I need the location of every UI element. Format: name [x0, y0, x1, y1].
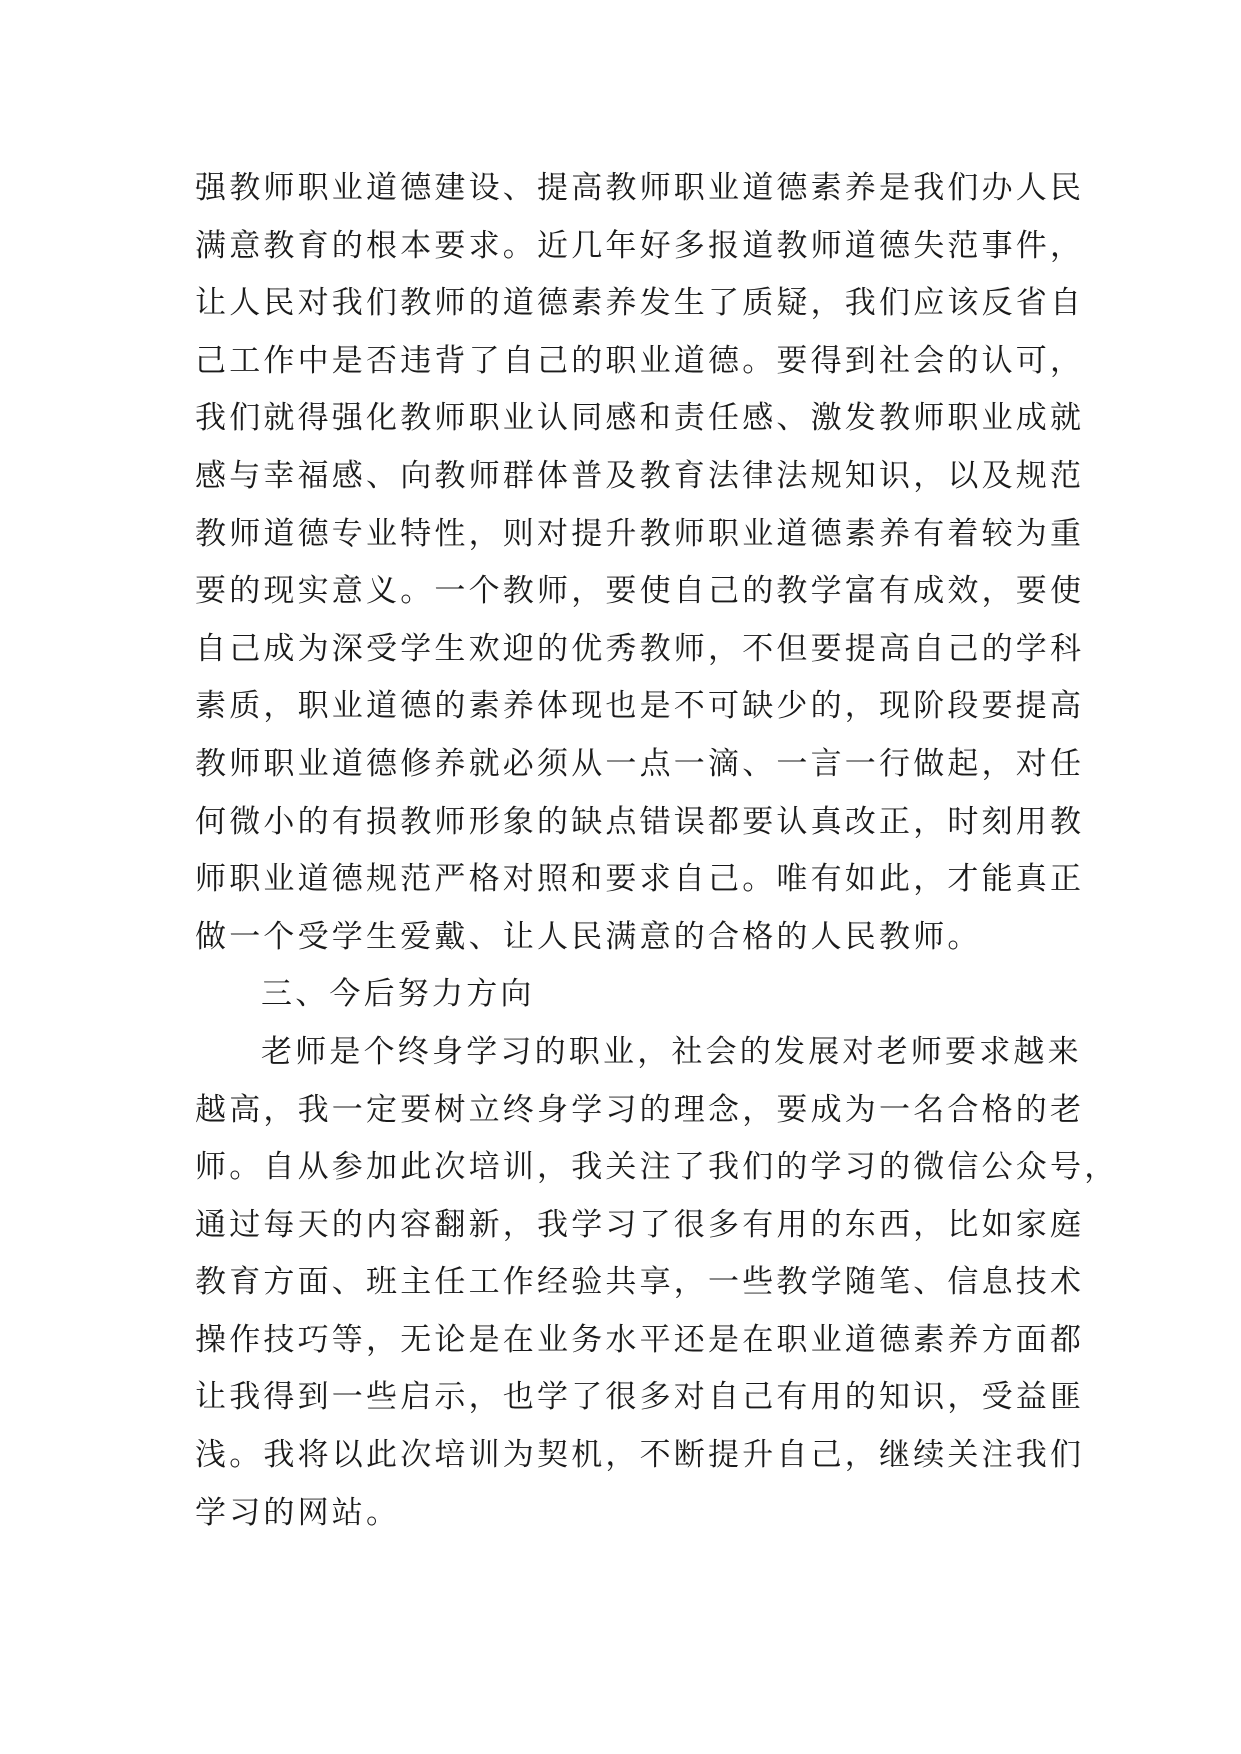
text-line: 操作技巧等，无论是在业务水平还是在职业道德素养方面都: [195, 1321, 1085, 1358]
text-line: 教师职业道德修养就必须从一点一滴、一言一行做起，对任: [195, 745, 1085, 782]
text-line: 师。自从参加此次培训，我关注了我们的学习的微信公众号，: [195, 1149, 1119, 1186]
section-heading: 三、今后努力方向: [261, 976, 535, 1013]
text-line: 素质，职业道德的素养体现也是不可缺少的，现阶段要提高: [195, 688, 1085, 725]
text-line: 让人民对我们教师的道德素养发生了质疑，我们应该反省自: [195, 285, 1085, 322]
text-line: 自己成为深受学生欢迎的优秀教师，不但要提高自己的学科: [195, 630, 1085, 667]
body-text: [195, 160, 1119, 1542]
text-line: 越高，我一定要树立终身学习的理念，要成为一名合格的老: [195, 1091, 1085, 1128]
text-line: 教师道德专业特性，则对提升教师职业道德素养有着较为重: [195, 515, 1085, 552]
text-line: 老师是个终身学习的职业，社会的发展对老师要求越来: [261, 1033, 1082, 1070]
text-line: 学习的网站。: [195, 1494, 401, 1531]
text-line: 满意教育的根本要求。近几年好多报道教师道德失范事件，: [195, 227, 1085, 264]
text-line: 己工作中是否违背了自己的职业道德。要得到社会的认可，: [195, 342, 1085, 379]
text-line: 让我得到一些启示，也学了很多对自己有用的知识，受益匪: [195, 1379, 1085, 1416]
text-line: 浅。我将以此次培训为契机，不断提升自己，继续关注我们: [195, 1437, 1085, 1474]
text-line: 感与幸福感、向教师群体普及教育法律法规知识，以及规范: [195, 457, 1085, 494]
text-line: 师职业道德规范严格对照和要求自己。唯有如此，才能真正: [195, 861, 1085, 898]
text-line: 我们就得强化教师职业认同感和责任感、激发教师职业成就: [195, 400, 1085, 437]
text-line: 要的现实意义。一个教师，要使自己的教学富有成效，要使: [195, 573, 1085, 610]
text-line: 强教师职业道德建设、提高教师职业道德素养是我们办人民: [195, 170, 1085, 206]
text-line: 通过每天的内容翻新，我学习了很多有用的东西，比如家庭: [195, 1206, 1085, 1243]
text-line: 教育方面、班主任工作经验共享，一些教学随笔、信息技术: [195, 1264, 1085, 1301]
text-line: 何微小的有损教师形象的缺点错误都要认真改正，时刻用教: [195, 803, 1085, 840]
text-line: 做一个受学生爱戴、让人民满意的合格的人民教师。: [195, 918, 982, 955]
